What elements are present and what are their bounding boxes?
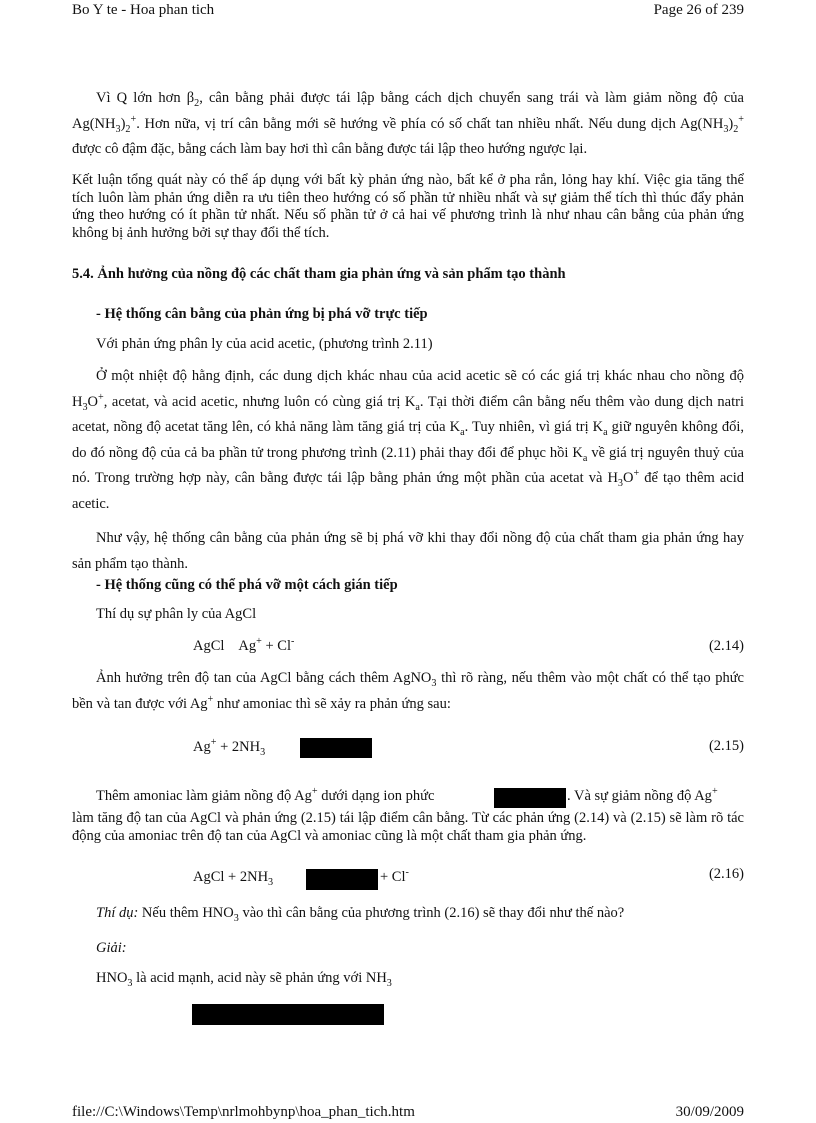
equation-number-2-15: (2.15) [708, 738, 744, 754]
paragraph-4: Như vậy, hệ thống cân bằng của phản ứng sẽ bị phá vỡ khi thay đổi nồng độ của chất tham gia phản ứng hay sản phẩm tạo thành. [72, 530, 744, 572]
redacted-block [300, 738, 372, 758]
section-heading: 5.4. Ảnh hưởng của nồng độ các chất tham gia phản ứng và sản phẩm tạo thành [72, 266, 566, 282]
paragraph-7-body: làm tăng độ tan của AgCl và phản ứng (2.15) tái lập điểm cân bằng. Từ các phản ứng (2.14) và (2.15) sẽ làm rõ tác động của amoniac trên độ tan của AgCl và amoniac cũng là một chất tham gia phản ứng. [72, 810, 744, 844]
redacted-block [192, 1004, 384, 1025]
paragraph-7-line-1-end: . Và sự giảm nồng độ Ag+ [567, 786, 718, 804]
equation-number-2-14: (2.14) [708, 638, 744, 654]
footer-left: file://C:\Windows\Temp\nrlmohbynp\hoa_phan_tich.htm [72, 1104, 415, 1120]
subheading-direct: - Hệ thống cân bằng của phản ứng bị phá vỡ trực tiếp [96, 306, 428, 322]
solution-text: $HNO_3$ là acid mạnh, acid này sẽ phản ứng với $NH_3$ [96, 970, 392, 989]
header-left: Bo Y te - Hoa phan tich [72, 2, 215, 18]
equation-number-2-16: (2.16) [708, 866, 744, 882]
header-right: Page 26 of 239 [653, 2, 744, 18]
equation-2-16-tail: + Cl- [380, 867, 409, 885]
paragraph-3: Ở một nhiệt độ hằng định, các dung dịch khác nhau của acid acetic sẽ có các giá trị khác nhau cho nồng độ $H_3O^+$, acetat, và acid acetic, nhưng luôn có cùng giá trị $K_a$. Tại thời điểm cân bằng nếu thêm vào dung dịch natri acetat, nồng độ acetat tăng lên, có khả năng làm tăng giá trị của $K_a$. Tuy nhiên, vì giá trị $K_a$ giữ nguyên không đổi, do đó nồng độ của cả ba phần tử trong phương trình (2.11) phải thay đổi để phục hồi $K_a$ về giá trị nguyên thuỷ của nó. Trong trường hợp này, cân bằng được tái lập bằng phản ứng một phần của acetat và $H_3O^+$ để tạo thêm acid acetic. [72, 368, 744, 512]
equation-2-16: AgCl + $2NH_3$ [193, 869, 274, 888]
paragraph-2: Với phản ứng phân ly của acid acetic, (phương trình 2.11) [96, 336, 433, 352]
example-question: Thí dụ: Nếu thêm $HNO_3$ vào thì cân bằng của phương trình (2.16) sẽ thay đổi như thế nào? [96, 905, 625, 924]
equation-2-14: AgCl Ag+ + Cl- [193, 636, 295, 654]
paragraph-6: Ảnh hưởng trên độ tan của AgCl bằng cách thêm AgNO$_3$ thì rõ ràng, nếu thêm vào một chất có thể tạo phức bền và tan được với Ag+ như amoniac thì sẽ xảy ra phản ứng sau: [72, 670, 744, 712]
paragraph-5: Thí dụ sự phân ly của AgCl [96, 606, 257, 622]
redacted-block [306, 869, 378, 890]
solution-label: Giải: [96, 940, 127, 956]
redacted-block [494, 788, 566, 808]
paragraph-7-line-1: Thêm amoniac làm giảm nồng độ Ag+ dưới dạng ion phức [96, 786, 435, 804]
paragraph-1: Vì Q lớn hơn $\beta_2$, cân bằng phải được tái lập bằng cách dịch chuyển sang trái và làm giảm nồng độ của $Ag(NH_3)_2^+$. Hơn nữa, vị trí cân bằng mới sẽ hướng về phía có số chất tan nhiều nhất. Nếu dung dịch $Ag(NH_3)_2^+$ được cô đậm đặc, bằng cách làm bay hơi thì cân bằng được tái lập theo hướng ngược lại. [72, 90, 744, 157]
equation-2-15: $Ag^+ + 2NH_3$ [193, 737, 266, 758]
paragraph-1-tail: Kết luận tổng quát này có thể áp dụng với bất kỳ phản ứng nào, bất kể ở pha rắn, lỏng hay khí. Việc gia tăng thể tích luôn làm phản ứng diễn ra ưu tiên theo hướng có số phần tử nhiều nhất và sự giảm thể tích thì thúc đẩy phản ứng theo hướng có ít phần tử nhất. Nếu số phần tử ở cả hai vế phương trình là như nhau cân bằng của phản ứng không bị ảnh hưởng bởi sự thay đổi thể tích. [72, 172, 744, 241]
footer-right: 30/09/2009 [675, 1104, 744, 1120]
subheading-indirect: - Hệ thống cũng có thể phá vỡ một cách gián tiếp [96, 577, 398, 593]
